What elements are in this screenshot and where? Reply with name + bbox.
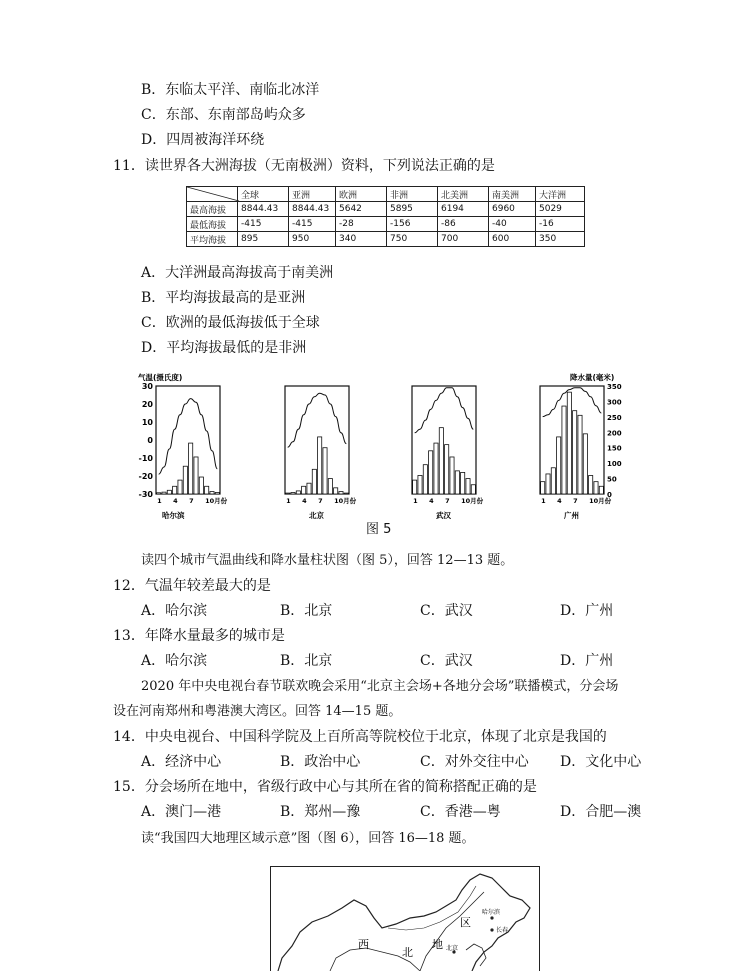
precip-bar (471, 485, 475, 494)
precip-bar (167, 490, 171, 494)
table-cell: -28 (336, 217, 387, 232)
map-label-di: 地 (432, 938, 443, 951)
q13-option-c: C．武汉 (420, 653, 473, 669)
table-cell: 5029 (536, 202, 585, 217)
row-label: 最低海拔 (187, 217, 238, 232)
precip-bar (291, 492, 295, 494)
precip-tick-labels (607, 383, 622, 499)
precip-bar (183, 466, 187, 494)
month-tick-label: 10月份 (205, 497, 228, 505)
temp-axis-title: 气温(摄氏度) (138, 373, 183, 382)
precip-bar (418, 475, 422, 494)
precip-tick-label: 150 (607, 444, 622, 453)
temp-tick-label: 10 (141, 418, 153, 427)
q12-stem: 12．气温年较差最大的是 (113, 578, 271, 594)
table-cell: 340 (336, 232, 387, 247)
table-corner-cell (187, 187, 238, 202)
temp-tick-label: 20 (141, 400, 153, 409)
q12-option-d: D．广州 (560, 603, 614, 619)
q15-option-c: C．香港—粤 (420, 804, 501, 820)
table-cell: 5895 (387, 202, 438, 217)
climate-charts-figure (130, 368, 620, 528)
q11-option-a: A．大洋洲最高海拔高于南美洲 (141, 265, 334, 281)
precip-tick-label: 0 (607, 491, 612, 499)
precip-tick-label: 300 (607, 398, 622, 407)
table-header-row (187, 187, 585, 202)
precip-bar (189, 443, 193, 494)
precip-bar (599, 486, 603, 494)
table-cell: 750 (387, 232, 438, 247)
row-label: 平均海拔 (187, 232, 238, 247)
table-cell: 600 (489, 232, 536, 247)
elevation-table (186, 186, 585, 247)
q10-option-b: B．东临太平洋、南临北冰洋 (141, 82, 320, 98)
precip-bar (557, 437, 561, 494)
map-label-beijing: 北京 (446, 945, 459, 952)
q14-option-a: A．经济中心 (141, 754, 222, 770)
month-tick-label: 4 (557, 497, 562, 505)
climate-chart (540, 386, 612, 520)
precip-tick-label: 350 (607, 383, 622, 391)
map-label-changchun: 长春 (496, 927, 509, 934)
intro-16-18: 读“我国四大地理区域示意”图（图 6），回答 16—18 题。 (141, 831, 475, 846)
table-cell: -40 (489, 217, 536, 232)
precip-bar (594, 482, 598, 494)
precip-bar (178, 480, 182, 494)
precip-bar (334, 488, 338, 494)
q14-option-c: C．对外交往中心 (420, 754, 529, 770)
table-row (187, 202, 585, 217)
q12-option-a: A．哈尔滨 (141, 603, 208, 619)
climate-chart (156, 386, 228, 520)
q15-stem: 15．分会场所在地中，省级行政中心与其所在省的简称搭配正确的是 (113, 779, 537, 795)
precip-bar (439, 428, 443, 494)
q15-option-a: A．澳门—港 (141, 804, 222, 820)
table-cell: -415 (289, 217, 336, 232)
q15-option-b: B．郑州—豫 (280, 804, 361, 820)
precip-tick-label: 200 (607, 429, 622, 438)
temp-tick-labels (139, 382, 154, 499)
china-regions-map (270, 866, 540, 971)
table-row (187, 232, 585, 247)
q13-option-d: D．广州 (560, 653, 614, 669)
table-cell: 895 (238, 232, 289, 247)
table-cell: -415 (238, 217, 289, 232)
precip-bar (413, 480, 417, 494)
temp-tick-label: 30 (141, 382, 153, 391)
intro-14-15-line1: 2020 年中央电视台春节联欢晚会采用“北京主会场+各地分会场”联播模式，分会场 (141, 679, 619, 694)
precip-tick-label: 50 (607, 475, 617, 484)
precip-bar (551, 468, 555, 494)
month-tick-label: 4 (429, 497, 434, 505)
table-cell: 950 (289, 232, 336, 247)
q11-stem: 11．读世界各大洲海拔（无南极洲）资料，下列说法正确的是 (113, 158, 495, 174)
precip-bar (589, 475, 593, 494)
q13-stem: 13．年降水量最多的城市是 (113, 628, 285, 644)
precip-bar (461, 472, 465, 494)
intro-12-13: 读四个城市气温曲线和降水量柱状图（图 5），回答 12—13 题。 (141, 553, 514, 568)
precip-bar (210, 492, 214, 494)
harbin-marker (490, 916, 493, 919)
month-tick-label: 1 (413, 497, 418, 505)
precip-bar (157, 493, 161, 494)
temp-tick-label: 0 (147, 436, 153, 445)
table-header: 南美洲 (489, 187, 536, 202)
precip-bar (205, 486, 209, 494)
q12-option-c: C．武汉 (420, 603, 473, 619)
precip-bar (445, 445, 449, 494)
precip-bar (541, 482, 545, 494)
city-label: 哈尔滨 (162, 511, 185, 520)
precip-bar (423, 465, 427, 494)
q14-stem: 14．中央电视台、中国科学院及上百所高等院校位于北京，体现了北京是我国的 (113, 729, 607, 745)
temp-tick-label: -20 (138, 472, 153, 481)
month-tick-label: 4 (173, 497, 178, 505)
q11-option-c: C．欧洲的最低海拔低于全球 (141, 315, 320, 331)
precip-bar (573, 411, 577, 494)
table-cell: -86 (438, 217, 489, 232)
table-header: 非洲 (387, 187, 438, 202)
precip-bar (344, 493, 348, 494)
table-cell: 350 (536, 232, 585, 247)
q15-option-d: D．合肥—澳 (560, 804, 642, 820)
table-header: 亚洲 (289, 187, 336, 202)
precip-bar (434, 443, 438, 494)
precip-bar (450, 457, 454, 494)
month-tick-label: 1 (541, 497, 546, 505)
month-tick-label: 7 (318, 497, 323, 505)
precip-bar (286, 493, 290, 494)
table-cell: 6960 (489, 202, 536, 217)
region-boundary (420, 892, 484, 971)
precip-bar (429, 451, 433, 494)
q13-option-a: A．哈尔滨 (141, 653, 208, 669)
precip-bar (296, 491, 300, 494)
precip-bar (567, 392, 571, 494)
map-label-bei: 北 (402, 946, 413, 959)
precip-bar (312, 469, 316, 494)
city-label: 北京 (309, 511, 324, 520)
climate-charts (156, 386, 612, 520)
q10-option-c: C．东部、东南部岛屿众多 (141, 107, 306, 123)
figure-5-caption: 图 5 (366, 522, 392, 537)
month-tick-label: 1 (286, 497, 291, 505)
precip-bar (328, 479, 332, 494)
map-label-harbin: 哈尔滨 (482, 909, 501, 916)
city-label: 武汉 (436, 511, 451, 520)
temp-tick-label: -30 (138, 490, 153, 499)
precip-bar (546, 474, 550, 494)
corner-diagonal (187, 187, 239, 201)
precip-bar (199, 477, 203, 494)
precip-bar (307, 483, 311, 494)
table-cell: 700 (438, 232, 489, 247)
month-tick-label: 7 (445, 497, 450, 505)
precip-tick-label: 250 (607, 413, 622, 422)
month-tick-label: 7 (189, 497, 194, 505)
table-header: 北美洲 (438, 187, 489, 202)
table-cell: 8844.43 (289, 202, 336, 217)
month-tick-label: 10月份 (589, 497, 612, 505)
table-header: 全球 (238, 187, 289, 202)
climate-chart (412, 386, 484, 520)
table-header: 欧洲 (336, 187, 387, 202)
month-tick-label: 7 (573, 497, 578, 505)
precip-bar (318, 437, 322, 494)
q14-option-b: B．政治中心 (280, 754, 361, 770)
q10-option-d: D．四周被海洋环绕 (141, 132, 265, 148)
q13-option-b: B．北京 (280, 653, 333, 669)
month-tick-label: 4 (302, 497, 307, 505)
table-row (187, 217, 585, 232)
precip-bar (323, 448, 327, 494)
precip-bar (173, 486, 177, 494)
month-tick-label: 10月份 (334, 497, 357, 505)
precip-tick-label: 100 (607, 460, 622, 469)
table-cell: 8844.43 (238, 202, 289, 217)
table-cell: -156 (387, 217, 438, 232)
q11-option-b: B．平均海拔最高的是亚洲 (141, 290, 306, 306)
climate-chart (285, 386, 357, 520)
precip-bar (455, 471, 459, 494)
precip-bar (339, 492, 343, 494)
precip-bar (194, 457, 198, 494)
map-label-qu: 区 (460, 916, 471, 929)
table-header: 大洋洲 (536, 187, 585, 202)
month-tick-label: 10月份 (461, 497, 484, 505)
precip-bar (562, 406, 566, 494)
precip-axis-title: 降水量(毫米) (570, 373, 615, 382)
precip-bar (215, 492, 219, 494)
q11-option-d: D．平均海拔最低的是非洲 (141, 340, 307, 356)
temp-tick-label: -10 (138, 454, 153, 463)
precip-bar (583, 434, 587, 494)
intro-14-15-line2: 设在河南郑州和粤港澳大湾区。回答 14—15 题。 (113, 704, 402, 719)
q12-option-b: B．北京 (280, 603, 333, 619)
table-cell: -16 (536, 217, 585, 232)
precip-bar (162, 492, 166, 494)
precip-bar (302, 486, 306, 494)
month-tick-label: 1 (157, 497, 162, 505)
table-cell: 6194 (438, 202, 489, 217)
precip-bar (466, 479, 470, 494)
changchun-marker (490, 928, 493, 931)
precip-bar (578, 415, 582, 494)
table-cell: 5642 (336, 202, 387, 217)
city-label: 广州 (564, 511, 579, 520)
map-label-xi: 西 (358, 938, 369, 951)
row-label: 最高海拔 (187, 202, 238, 217)
q14-option-d: D．文化中心 (560, 754, 642, 770)
